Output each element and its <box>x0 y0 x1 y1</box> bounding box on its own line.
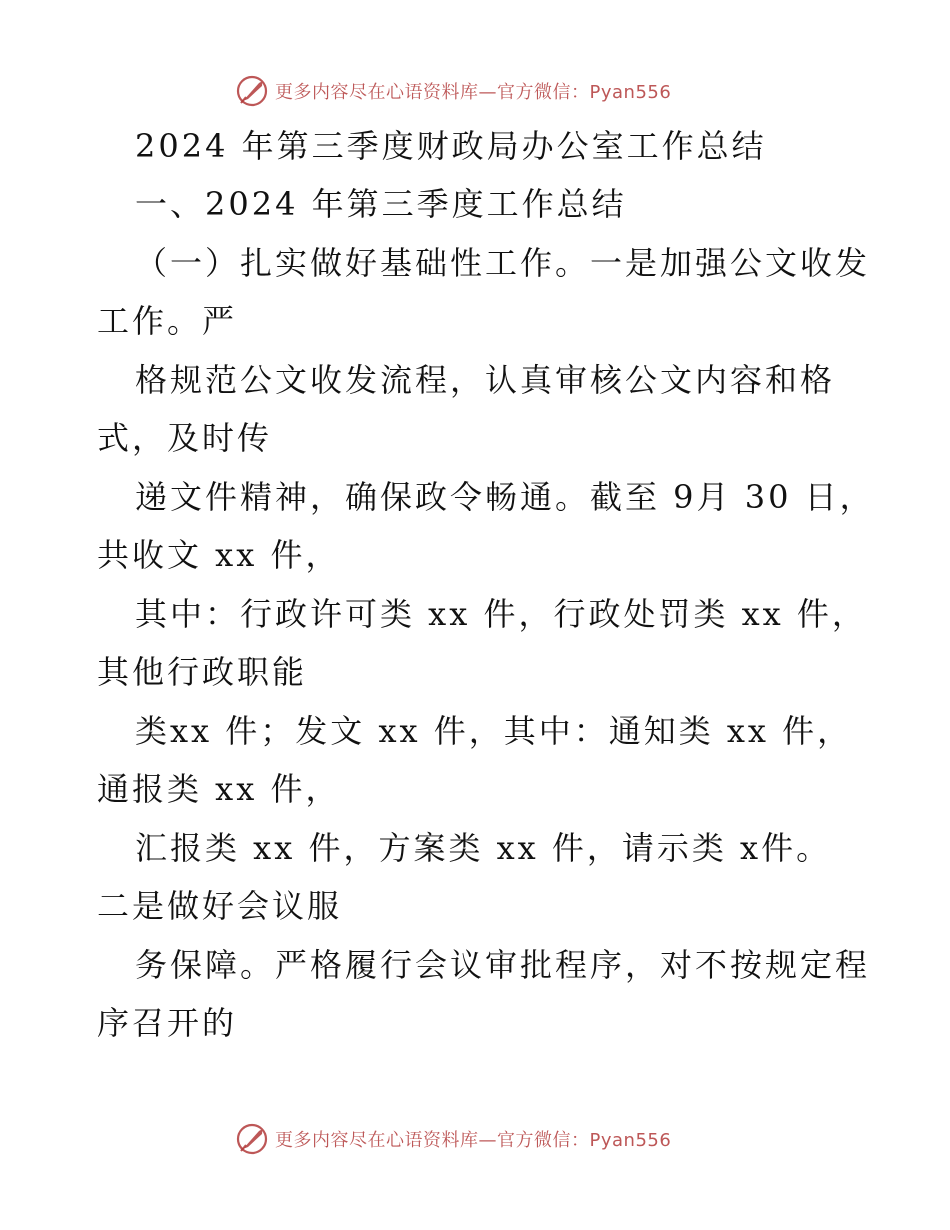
paragraph-line: 汇报类 xx 件，方案类 xx 件，请示类 x件。 <box>135 829 832 867</box>
paragraph-line: 工作。严 <box>97 302 238 340</box>
paragraph-line: 递文件精神，确保政令畅通。截至 9月 30 日， <box>135 478 875 516</box>
watermark-text: 更多内容尽在心语资料库—官方微信：Pyan556 <box>275 82 672 103</box>
header-watermark <box>235 74 671 108</box>
watermark-text: 更多内容尽在心语资料库—官方微信：Pyan556 <box>275 1130 672 1151</box>
paragraph-line: 通报类 xx 件， <box>97 770 341 808</box>
paragraph-line: 二是做好会议服 <box>97 887 343 925</box>
document-title: 2024 年第三季度财政局办公室工作总结 <box>135 127 767 165</box>
feather-pen-logo <box>235 1122 269 1156</box>
paragraph-line: 式，及时传 <box>97 419 273 457</box>
paragraph-line: 格规范公文收发流程，认真审核公文内容和格 <box>135 361 836 399</box>
section-heading: 一、2024 年第三季度工作总结 <box>135 185 627 223</box>
paragraph-line: 共收文 xx 件， <box>97 536 341 574</box>
paragraph-line: 其他行政职能 <box>97 653 308 691</box>
footer-watermark <box>235 1122 671 1156</box>
paragraph-line: 类xx 件；发文 xx 件，其中：通知类 xx 件， <box>135 712 853 750</box>
paragraph-line: 务保障。严格履行会议审批程序，对不按规定程 <box>135 946 871 984</box>
feather-pen-logo <box>235 74 269 108</box>
paragraph-line: （一）扎实做好基础性工作。一是加强公文收发 <box>135 244 871 282</box>
paragraph-line: 序召开的 <box>97 1004 238 1042</box>
paragraph-line: 其中：行政许可类 xx 件，行政处罚类 xx 件， <box>135 595 867 633</box>
